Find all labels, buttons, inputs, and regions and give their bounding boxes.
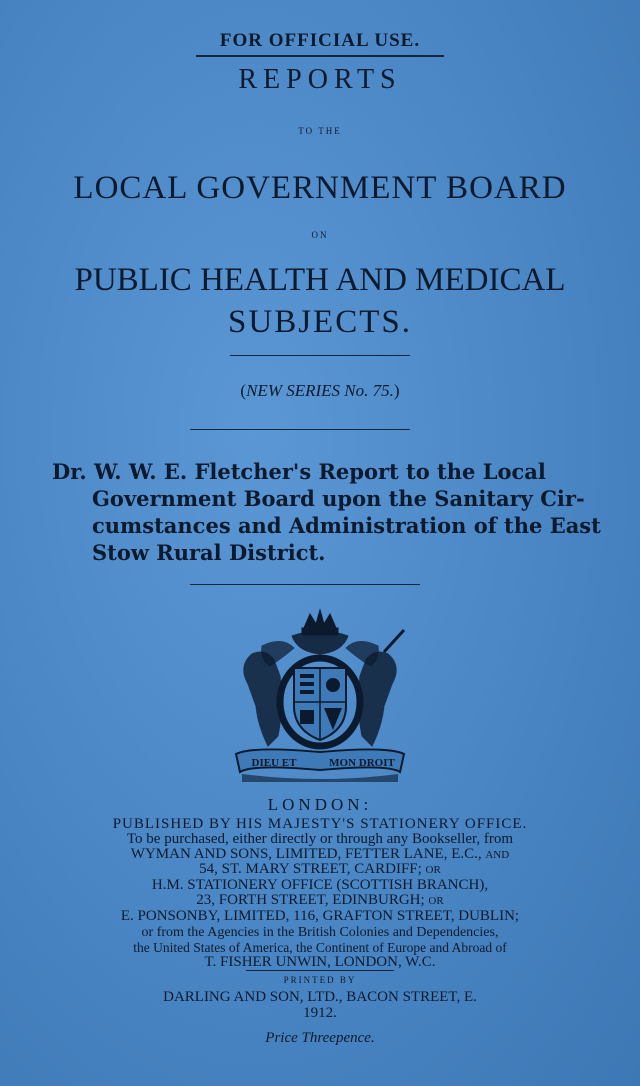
imprint-line-1: To be purchased, either directly or through any Bookseller, from (126, 831, 514, 847)
to-the-label: TO THE (298, 126, 342, 136)
imprint-line-7: or from the Agencies in the British Colonies and Dependencies, (141, 925, 499, 940)
board-name: LOCAL GOVERNMENT BOARD (73, 170, 567, 206)
report-title-line-1: Dr. W. W. E. Fletcher's Report to the Local (52, 459, 546, 484)
series-close-paren: ) (393, 381, 400, 400)
divider-4 (246, 970, 394, 971)
on-label: ON (311, 230, 329, 240)
crest-motto-left: DIEU ET (251, 757, 297, 769)
reports-heading: REPORTS (238, 64, 402, 95)
divider-3 (190, 584, 420, 585)
imprint-line-6: E. PONSONBY, LIMITED, 116, GRAFTON STREET, DUBLIN; (120, 908, 520, 924)
price-label: Price Threepence. (265, 1030, 375, 1046)
publication-year: 1912. (303, 1005, 337, 1021)
divider-2 (190, 429, 410, 430)
imprint-city: LONDON: (267, 795, 373, 814)
report-title-line-3: cumstances and Administration of the East (92, 513, 601, 538)
imprint-line-8: the United States of America, the Continent of Europe and Abroad of (133, 940, 507, 955)
report-title-line-4: Stow Rural District. (92, 540, 326, 565)
crest-motto-right: MON DROIT (329, 757, 395, 769)
divider-1 (230, 355, 410, 356)
subject-line-2: SUBJECTS. (228, 304, 412, 340)
imprint-publisher: PUBLISHED BY HIS MAJESTY'S STATIONERY OFFICE. (112, 816, 528, 832)
series-label: NEW SERIES No. 75. (246, 381, 394, 400)
printer-name: DARLING AND SON, LTD., BACON STREET, E. (163, 989, 477, 1005)
imprint-line-4: H.M. STATIONERY OFFICE (SCOTTISH BRANCH), (151, 877, 489, 893)
imprint-line-9: T. FISHER UNWIN, LONDON, W.C. (204, 954, 436, 970)
series-open-paren: ( (240, 381, 247, 400)
series-number (0, 381, 640, 401)
subject-line-1: PUBLIC HEALTH AND MEDICAL (74, 262, 566, 298)
printed-by-label: PRINTED BY (283, 975, 357, 985)
royal-coat-of-arms-icon (222, 606, 418, 782)
imprint-line-5: 23, FORTH STREET, EDINBURGH; or (196, 892, 444, 908)
imprint-line-2: WYMAN AND SONS, LIMITED, FETTER LANE, E.C., and (130, 846, 510, 862)
official-use-underline (196, 55, 444, 57)
imprint-line-3: 54, ST. MARY STREET, CARDIFF; or (199, 861, 441, 877)
report-title-line-2: Government Board upon the Sanitary Cir- (92, 486, 585, 511)
official-use-heading: FOR OFFICIAL USE. (219, 30, 421, 51)
report-title (52, 458, 601, 566)
